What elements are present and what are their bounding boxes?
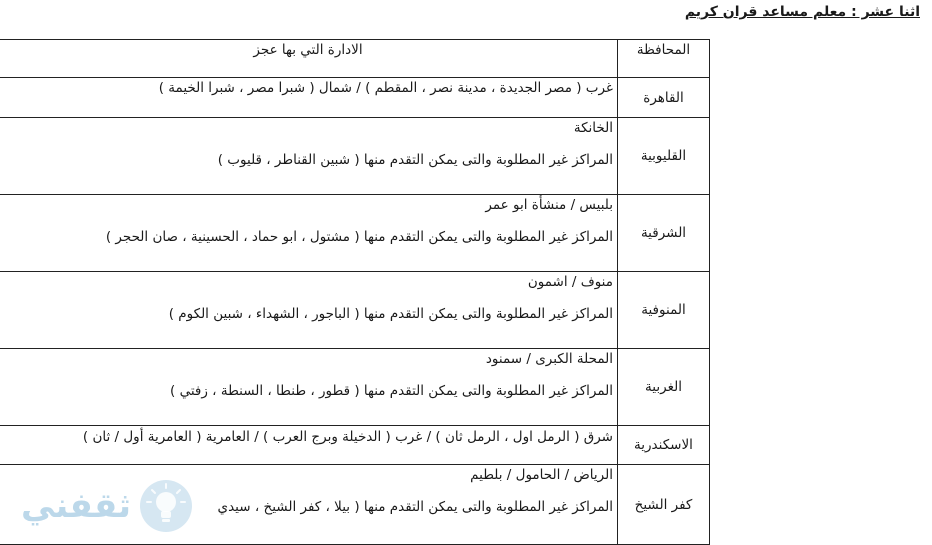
governorate-cell: القاهرة bbox=[618, 78, 710, 118]
table-row bbox=[0, 195, 710, 272]
table-header-row bbox=[0, 40, 710, 78]
header-governorate: المحافظة bbox=[618, 40, 710, 78]
administration-line: شرق ( الرمل اول ، الرمل ثان ) / غرب ( الدخيلة وبرج العرب ) / العامرية ( العامرية أول / ثان ) bbox=[82, 429, 613, 445]
governorate-cell: الغربية bbox=[618, 349, 710, 426]
watermark-badge bbox=[140, 480, 192, 532]
administration-line: المراكز غير المطلوبة والتى يمكن التقدم منها ( الباجور ، الشهداء ، شبين الكوم ) bbox=[168, 306, 613, 322]
administration-line: المراكز غير المطلوبة والتى يمكن التقدم منها ( شبين القناطر ، قليوب ) bbox=[217, 152, 613, 168]
administration-cell bbox=[0, 118, 618, 195]
governorate-cell: القليوبية bbox=[618, 118, 710, 195]
table-row bbox=[0, 78, 710, 118]
administration-cell bbox=[0, 426, 618, 465]
administration-line: المحلة الكبرى / سمنود bbox=[485, 351, 613, 367]
watermark-text: ثقفني bbox=[21, 486, 131, 526]
table-row bbox=[0, 272, 710, 349]
table-row bbox=[0, 118, 710, 195]
section-heading: اثنا عشر : معلم مساعد قران كريم bbox=[684, 4, 920, 20]
administration-line: غرب ( مصر الجديدة ، مدينة نصر ، المقطم ) / شمال ( شبرا مصر ، شبرا الخيمة ) bbox=[158, 80, 613, 96]
governorate-cell: المنوفية bbox=[618, 272, 710, 349]
administration-line: الرياض / الحامول / بلطيم bbox=[470, 467, 613, 483]
administration-line: المراكز غير المطلوبة والتى يمكن التقدم منها ( بيلا ، كفر الشيخ ، سيدي bbox=[217, 499, 613, 515]
governorate-cell: الاسكندرية bbox=[618, 426, 710, 465]
administration-cell bbox=[0, 272, 618, 349]
administration-line: المراكز غير المطلوبة والتى يمكن التقدم منها ( قطور ، طنطا ، السنطة ، زفتي ) bbox=[170, 383, 613, 399]
table-row bbox=[0, 426, 710, 465]
administration-line: منوف / اشمون bbox=[527, 274, 613, 290]
administration-line: المراكز غير المطلوبة والتى يمكن التقدم منها ( مشتول ، ابو حماد ، الحسينية ، صان الحجر ) bbox=[105, 229, 613, 245]
administration-line: الخانكة bbox=[573, 120, 613, 136]
site-watermark bbox=[16, 478, 246, 538]
governorate-cell: الشرقية bbox=[618, 195, 710, 272]
table-row bbox=[0, 349, 710, 426]
administration-cell bbox=[0, 195, 618, 272]
vacancies-table bbox=[0, 39, 710, 545]
header-administration: الادارة التي بها عجز bbox=[0, 40, 618, 78]
administration-cell bbox=[0, 78, 618, 118]
lightbulb-icon bbox=[140, 480, 192, 532]
governorate-cell: كفر الشيخ bbox=[618, 465, 710, 545]
administration-line: بلبيس / منشأة ابو عمر bbox=[485, 197, 613, 213]
administration-cell bbox=[0, 349, 618, 426]
